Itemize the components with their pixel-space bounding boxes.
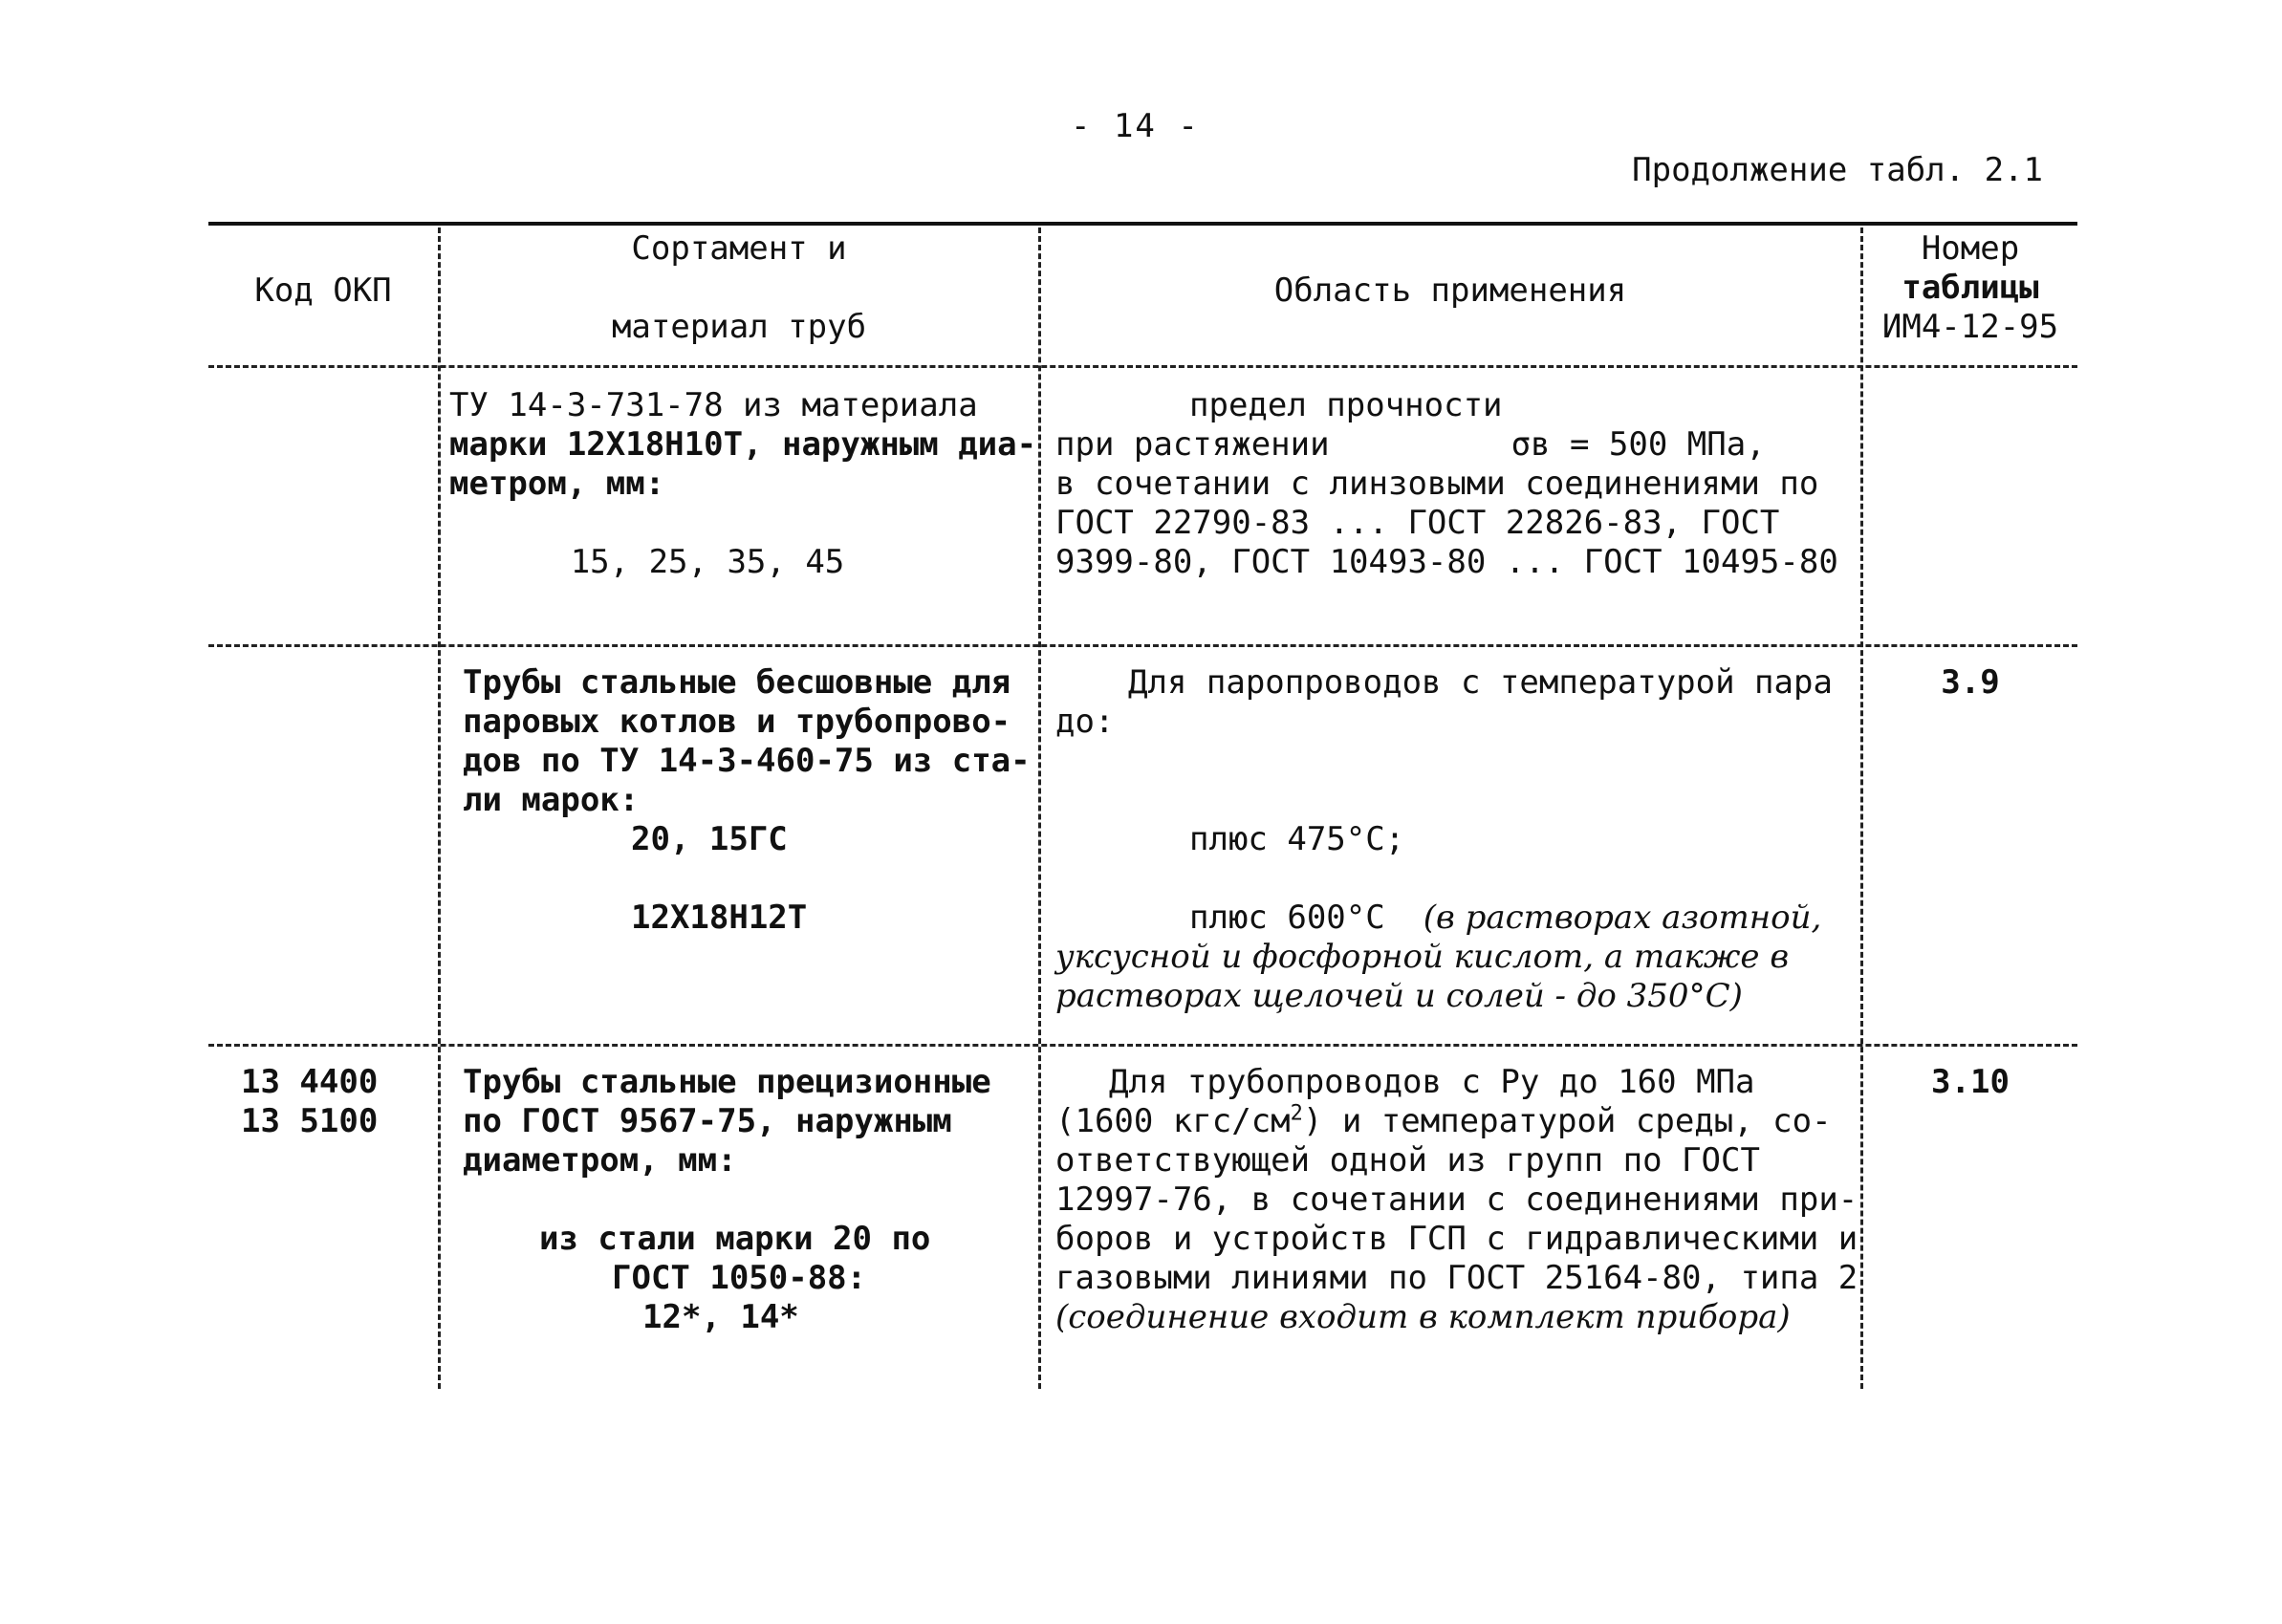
row-1-area — [1055, 386, 1849, 582]
row-1-assortment-line: 15, 25, 35, 45 — [570, 543, 845, 581]
row-2-area-line: плюс 475°С; — [1189, 820, 1405, 858]
row-3-code-line: 13 5100 — [241, 1102, 379, 1140]
row-2-assortment-line: паровых котлов и трубопрово- — [463, 703, 1011, 741]
row-2-area-line: растворах щелочей и солей - до 350°С) — [1055, 977, 1743, 1015]
row-separator-2 — [208, 1044, 2077, 1047]
row-2-assortment-line: Трубы стальные бесшовные для — [463, 663, 1011, 702]
header-separator — [208, 365, 2077, 368]
row-3-assortment-line: 12*, 14* — [642, 1298, 799, 1336]
row-3-assortment-line: диаметром, мм: — [463, 1141, 737, 1180]
header-table-number — [1864, 229, 2076, 347]
table-continuation-label: Продолжение табл. 2.1 — [1632, 151, 2043, 189]
row-2-area-line: до: — [1055, 703, 1115, 741]
row-3-assortment-line: из стали марки 20 по — [539, 1220, 931, 1258]
row-3-area-line: боров и устройств ГСП с гидравлическими и — [1055, 1220, 1858, 1258]
row-2-assortment-line: 12Х18Н12Т — [631, 899, 808, 937]
row-1-assortment-line: ТУ 14-3-731-78 из материала — [449, 386, 978, 424]
row-1-area-line: 9399-80, ГОСТ 10493-80 ... ГОСТ 10495-80 — [1055, 543, 1838, 581]
row-1-area-line: предел прочности — [1189, 386, 1503, 424]
row-2-assortment-line: дов по ТУ 14-3-460-75 из ста- — [463, 742, 1031, 780]
row-1-area-line: в сочетании с линзовыми соединениями по — [1055, 465, 1819, 503]
row-2-table-number: 3.9 — [1941, 663, 2000, 702]
header-code: Код ОКП — [254, 271, 392, 310]
row-2-area-line: Для паропроводов с температурой пара — [1128, 663, 1833, 702]
column-divider-3 — [1860, 227, 1863, 1389]
row-3-assortment-line: Трубы стальные прецизионные — [463, 1063, 991, 1101]
page-number: - 14 - — [1071, 107, 1200, 145]
row-1-assortment-line: марки 12Х18Н10Т, наружным диа- — [449, 425, 1037, 464]
row-1-area-text: при растяжении — [1055, 425, 1330, 464]
row-3-assortment-line: по ГОСТ 9567-75, наружным — [463, 1102, 952, 1140]
header-assortment-line-1: Сортамент и — [631, 229, 847, 268]
header-assortment-line-2: материал труб — [611, 308, 867, 346]
row-3-area-line: (1600 кгс/$см^2$) и температурой среды, со- — [1055, 1101, 1832, 1140]
row-2-area — [1055, 663, 1849, 1016]
row-1-area-text: σв = 500 МПа, — [1510, 425, 1766, 464]
header-table-number-line-3: ИМ4-12-95 — [1881, 308, 2059, 346]
row-3-code-line: 13 4400 — [241, 1063, 379, 1101]
header-area: Область применения — [1273, 271, 1627, 310]
row-3-area — [1055, 1063, 1858, 1337]
row-3-table-number: 3.10 — [1931, 1063, 2010, 1101]
row-3-area-line: 12997-76, в сочетании с соединениями при- — [1055, 1180, 1858, 1219]
row-2-area-line: плюс 600°С (в растворах азотной, — [1189, 899, 1822, 937]
row-3-area-line: Для трубопроводов с Ру до 160 МПа — [1109, 1063, 1755, 1101]
row-3-area-line: (соединение входит в комплект прибора) — [1055, 1298, 1791, 1336]
row-1-assortment — [449, 386, 1037, 582]
row-2-assortment-line: ли марок: — [463, 781, 640, 819]
row-3-assortment — [463, 1063, 1027, 1337]
row-3-assortment-line: ГОСТ 1050-88: — [612, 1259, 867, 1297]
row-2-assortment — [463, 663, 1031, 938]
row-3-area-line: газовыми линиями по ГОСТ 25164-80, типа 2 — [1055, 1259, 1858, 1297]
column-divider-2 — [1038, 227, 1041, 1389]
header-table-number-line-1: Номер — [1921, 229, 2020, 268]
column-divider-1 — [438, 227, 441, 1389]
row-2-area-line: уксусной и фосфорной кислот, а также в — [1055, 938, 1790, 976]
row-1-area-line: ГОСТ 22790-83 ... ГОСТ 22826-83, ГОСТ — [1055, 504, 1780, 542]
row-3-code — [241, 1063, 432, 1141]
row-3-area-line: ответствующей одной из групп по ГОСТ — [1055, 1141, 1760, 1180]
row-1-area-line — [1055, 425, 1849, 465]
row-1-assortment-line: метром, мм: — [449, 465, 665, 503]
row-2-assortment-line: 20, 15ГС — [631, 820, 788, 858]
table-top-rule — [208, 222, 2077, 226]
row-separator-1 — [208, 644, 2077, 647]
header-assortment — [442, 229, 1036, 347]
header-table-number-line-2: таблицы — [1902, 269, 2039, 307]
